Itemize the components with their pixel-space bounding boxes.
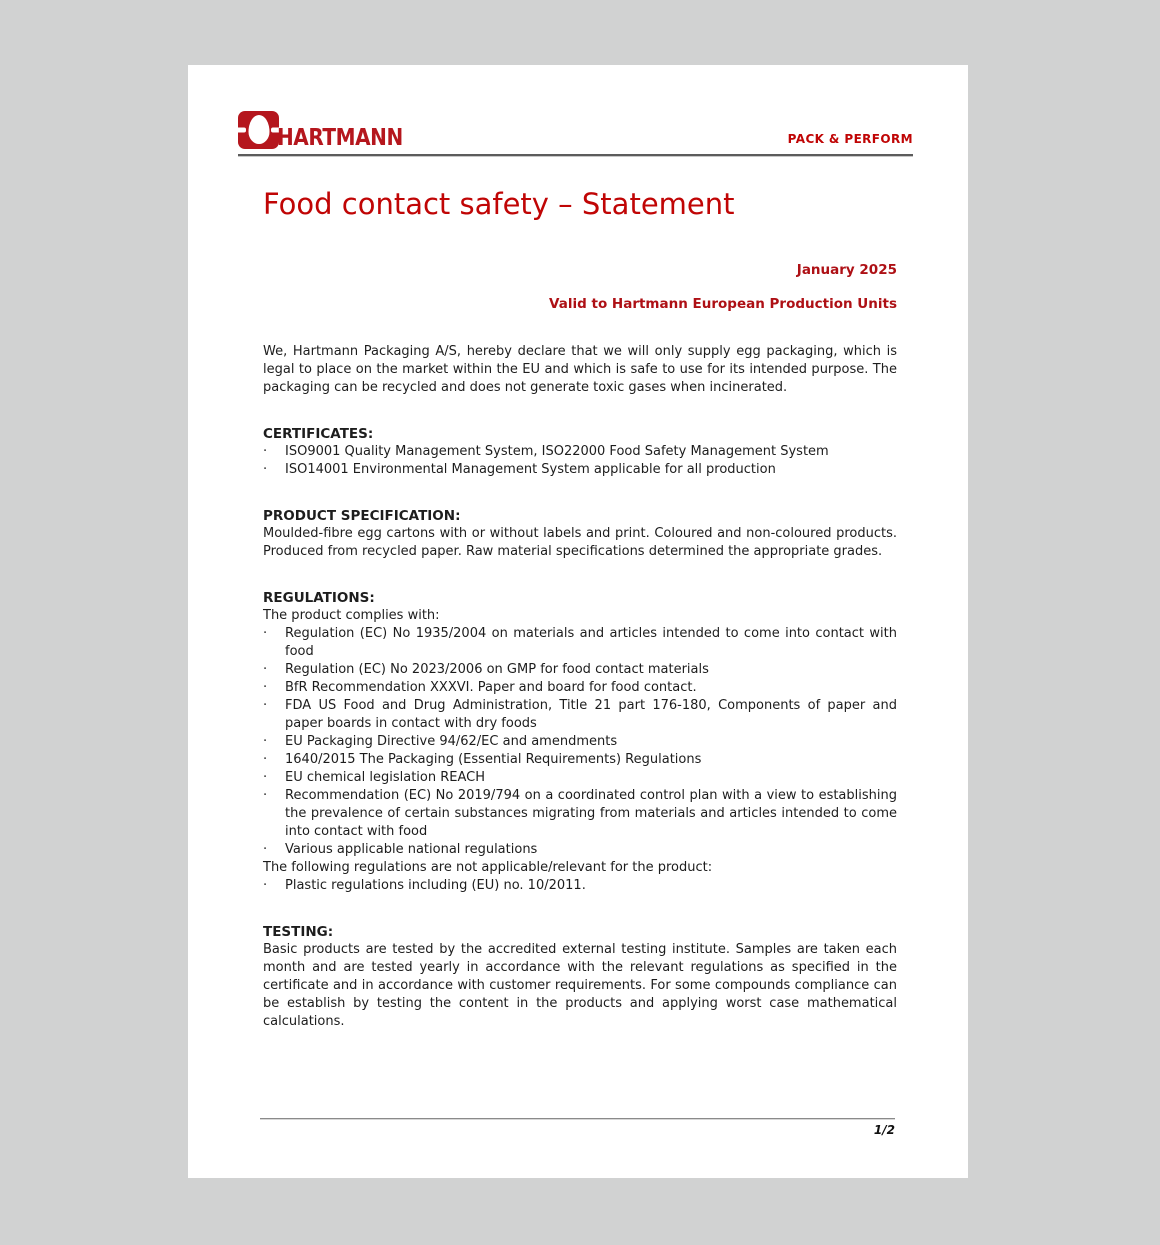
testing-heading: TESTING:: [263, 924, 334, 941]
certificates-heading: CERTIFICATES:: [263, 426, 374, 443]
list-item-text: ISO14001 Environmental Management System applicable for all production: [285, 462, 776, 478]
list-item-text: EU chemical legislation REACH: [285, 770, 486, 786]
bullet-icon: ·: [263, 878, 268, 894]
bullet-icon: ·: [263, 662, 268, 678]
bullet-icon: ·: [263, 842, 268, 858]
bullet-icon: ·: [263, 680, 268, 696]
list-item-text: Regulation (EC) No 2023/2006 on GMP for food contact materials: [285, 662, 709, 678]
bullet-icon: ·: [263, 734, 268, 750]
regulations-list: [263, 625, 897, 859]
document-footer: [260, 1118, 895, 1137]
list-item-text: Regulation (EC) No 1935/2004 on materials and articles intended to come into contact with food: [285, 626, 897, 660]
list-item: [263, 787, 897, 841]
list-item: [263, 697, 897, 733]
egg-logo-icon: [238, 111, 279, 149]
footer-divider: [260, 1118, 895, 1120]
document-header: [238, 111, 913, 157]
bullet-icon: ·: [263, 698, 268, 714]
testing-paragraph: Basic products are tested by the accredited external testing institute. Samples are taken each month and are tested yearly in accordance with the relevant regulations as specified in the certificate and in accordance with customer requirements. For some compounds compliance can be establish by testing the content in the products and applying worst case mathematical calculations.: [263, 942, 897, 1030]
issue-date: January 2025: [796, 262, 897, 279]
declaration-paragraph: We, Hartmann Packaging A/S, hereby declare that we will only supply egg packaging, which is legal to place on the market within the EU and which is safe to use for its intended purpose. The packaging can be recycled and does not generate toxic gases when incinerated.: [263, 344, 897, 396]
regulations-not-applicable-list: [263, 877, 897, 895]
brand-tagline: PACK & PERFORM: [787, 132, 913, 146]
document-meta: [263, 261, 897, 313]
regulations-lead: The product complies with:: [263, 608, 440, 624]
product-specification-paragraph: Moulded-fibre egg cartons with or without labels and print. Coloured and non-coloured products. Produced from recycled paper. Raw material specifications determined the appropriate grades.: [263, 526, 897, 560]
list-item-text: 1640/2015 The Packaging (Essential Requirements) Regulations: [285, 752, 702, 768]
bullet-icon: ·: [263, 626, 268, 642]
page-number: 1/2: [873, 1123, 895, 1137]
list-item-text: Recommendation (EC) No 2019/794 on a coordinated control plan with a view to establishing the prevalence of certain substances migrating from materials and articles intended to come into contact with food: [285, 788, 897, 840]
bullet-icon: ·: [263, 444, 268, 460]
document-page: [188, 65, 968, 1178]
list-item: [263, 679, 897, 697]
list-item: [263, 751, 897, 769]
list-item-text: EU Packaging Directive 94/62/EC and amendments: [285, 734, 618, 750]
regulations-heading: REGULATIONS:: [263, 590, 375, 607]
list-item: [263, 733, 897, 751]
list-item: [263, 461, 897, 479]
list-item-text: BfR Recommendation XXXVI. Paper and board for food contact.: [285, 680, 697, 696]
list-item: [263, 661, 897, 679]
list-item-text: FDA US Food and Drug Administration, Title 21 part 176-180, Components of paper and paper boards in contact with dry foods: [285, 698, 897, 732]
bullet-icon: ·: [263, 752, 268, 768]
bullet-icon: ·: [263, 770, 268, 786]
list-item: [263, 625, 897, 661]
list-item: [263, 841, 897, 859]
list-item-text: ISO9001 Quality Management System, ISO22000 Food Safety Management System: [285, 444, 829, 460]
bullet-icon: ·: [263, 788, 268, 804]
logo-notch-left: [238, 128, 246, 133]
bullet-icon: ·: [263, 462, 268, 478]
header-logo-row: [238, 111, 913, 152]
validity-note: Valid to Hartmann European Production Units: [549, 296, 897, 313]
logo-wordmark: HARTMANN: [277, 125, 403, 152]
egg-shape-icon: [248, 115, 269, 144]
page-title: Food contact safety – Statement: [263, 187, 735, 221]
list-item-text: Various applicable national regulations: [285, 842, 538, 858]
regulations-not-applicable-lead: The following regulations are not applicable/relevant for the product:: [263, 860, 713, 876]
certificates-list: [263, 443, 897, 479]
hartmann-logo: [238, 111, 422, 152]
list-item-text: Plastic regulations including (EU) no. 10/2011.: [285, 878, 586, 894]
list-item: [263, 769, 897, 787]
document-body: [263, 188, 897, 1031]
list-item: [263, 443, 897, 461]
product-specification-heading: PRODUCT SPECIFICATION:: [263, 508, 461, 525]
header-divider: [238, 154, 913, 157]
list-item: [263, 877, 897, 895]
